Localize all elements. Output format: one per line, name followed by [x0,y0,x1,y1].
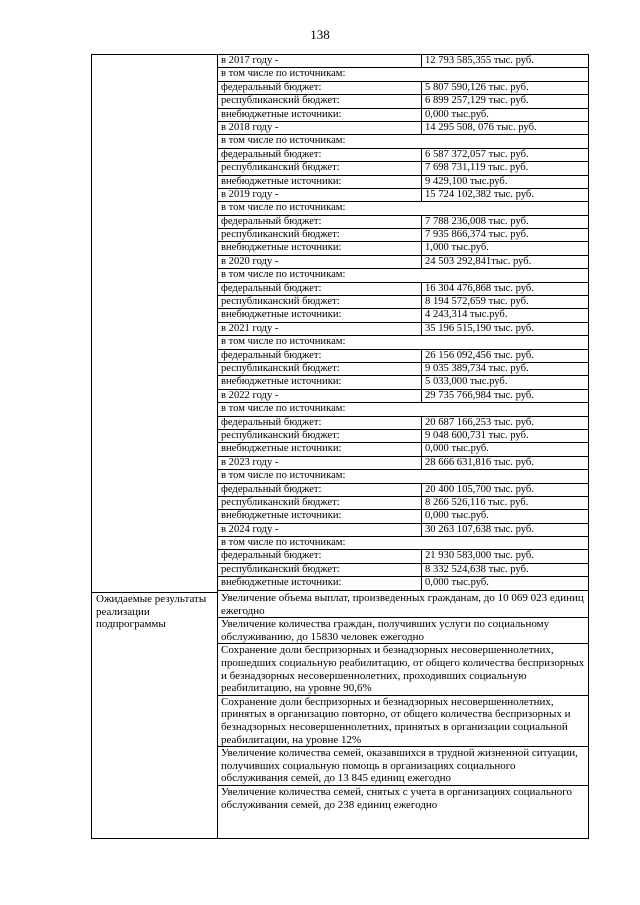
financing-row-label: республиканский бюджет: [218,564,422,576]
financing-row [218,95,588,108]
expected-result-item: Сохранение доли беспризорных и безнадзорных несовершеннолетних, принятых в организацию повторно, от общего количества беспризорных и безнадзорных несовершеннолетних, принятых в организации социальной реабилитации, на уровне 12% [218,695,588,746]
financing-row [218,229,588,242]
financing-row [218,122,588,135]
financing-row-value: 9 048 600,731 тыс. руб. [425,429,529,441]
financing-row [218,109,588,122]
financing-row [218,376,588,389]
financing-row-value: 4 243,314 тыс.руб. [425,309,508,321]
financing-row-value: 8 332 524,638 тыс. руб. [425,563,529,575]
financing-row-value: 15 724 102,382 тыс. руб. [425,188,534,200]
financing-row-value: 21 930 583,000 тыс. руб. [425,550,534,562]
financing-row-label: республиканский бюджет: [218,497,422,509]
financing-row-label: федеральный бюджет: [218,550,422,562]
financing-row-value: 0,000 тыс.руб. [425,108,489,120]
financing-row [218,577,588,590]
financing-row-value: 35 196 515,190 тыс. руб. [425,322,534,334]
financing-row [218,216,588,229]
financing-row-label: в том числе по источникам: [221,269,346,281]
financing-row-value: 24 503 292,841тыс. руб. [425,255,532,267]
financing-row-label: республиканский бюджет: [218,229,422,241]
financing-row-label: федеральный бюджет: [218,216,422,228]
financing-row-label: в 2018 году - [218,122,422,134]
financing-row-value: 14 295 508, 076 тыс. руб. [425,121,537,133]
financing-row [218,242,588,255]
financing-row-label: внебюджетные источники: [218,309,422,321]
program-table [91,54,589,839]
financing-row-label: в том числе по источникам: [221,537,346,549]
financing-row [218,350,588,363]
financing-row [218,135,588,148]
financing-row-label: республиканский бюджет: [218,430,422,442]
financing-row-label: в том числе по источникам: [221,135,346,147]
financing-row-value: 6 587 372,057 тыс. руб. [425,148,529,160]
financing-row [218,149,588,162]
financing-row [218,202,588,215]
financing-row-label: федеральный бюджет: [218,417,422,429]
financing-row [218,497,588,510]
financing-row-label: в том числе по источникам: [221,470,346,482]
financing-row [218,430,588,443]
financing-row-value: 0,000 тыс.руб. [425,577,489,589]
financing-row-value: 16 304 476,868 тыс. руб. [425,282,534,294]
financing-row-value: 7 788 236,008 тыс. руб. [425,215,529,227]
financing-row-value: 20 400 105,700 тыс. руб. [425,483,534,495]
financing-row-value: 9 429,100 тыс.руб. [425,175,508,187]
financing-row-label: республиканский бюджет: [218,95,422,107]
financing-row-label: внебюджетные источники: [218,443,422,455]
financing-row-value: 12 793 585,355 тыс. руб. [425,55,534,66]
financing-row-label: федеральный бюджет: [218,350,422,362]
financing-row-value: 5 033,000 тыс.руб. [425,376,508,388]
financing-row-value: 0,000 тыс.руб. [425,443,489,455]
financing-row [218,309,588,322]
expected-results-block [218,592,588,811]
financing-row-value: 5 807 590,126 тыс. руб. [425,81,529,93]
financing-row [218,403,588,416]
label-column [92,55,218,838]
financing-row-value: 0,000 тыс.руб. [425,510,489,522]
financing-row-value: 28 666 631,816 тыс. руб. [425,456,534,468]
financing-row-label: в том числе по источникам: [221,336,346,348]
financing-row-label: внебюджетные источники: [218,376,422,388]
financing-row-label: федеральный бюджет: [218,484,422,496]
financing-row [218,417,588,430]
financing-row-label: в 2017 году - [218,55,422,67]
financing-row [218,68,588,81]
financing-row [218,55,588,68]
financing-row [218,363,588,376]
financing-block [218,55,588,591]
financing-row-label: в 2024 году - [218,524,422,536]
expected-results-label: Ожидаемые результаты реализации подпрограммы [96,593,207,630]
financing-row-label: в 2020 году - [218,256,422,268]
financing-row-label: в 2021 году - [218,323,422,335]
financing-row-value: 7 935 866,374 тыс. руб. [425,229,529,241]
financing-row [218,537,588,550]
financing-row-value: 9 035 389,734 тыс. руб. [425,362,529,374]
financing-row-label: в 2019 году - [218,189,422,201]
expected-result-item: Увеличение количества семей, оказавшихся в трудной жизненной ситуации, получивших социальную помощь в организациях социального обслуживания семей, до 13 845 единиц ежегодно [218,746,588,785]
expected-result-item: Увеличение количества семей, снятых с учета в организациях социального обслуживания семей, до 238 единиц ежегодно [218,785,588,811]
financing-row [218,470,588,483]
financing-row-label: республиканский бюджет: [218,363,422,375]
financing-row-label: внебюджетные источники: [218,242,422,254]
financing-row [218,176,588,189]
financing-row-label: внебюджетные источники: [218,176,422,188]
financing-row [218,390,588,403]
financing-row [218,510,588,523]
financing-row-label: федеральный бюджет: [218,82,422,94]
financing-row-label: внебюджетные источники: [218,577,422,589]
financing-row [218,564,588,577]
financing-row [218,323,588,336]
financing-row-value: 8 266 526,116 тыс. руб. [425,496,529,508]
expected-result-item: Увеличение количества граждан, получивших услуги по социальному обслуживанию, до 15830 человек ежегодно [218,617,588,643]
financing-row-label: федеральный бюджет: [218,283,422,295]
financing-row-label: республиканский бюджет: [218,162,422,174]
financing-row-value: 7 698 731,119 тыс. руб. [425,162,529,174]
financing-row [218,256,588,269]
financing-row-value: 1,000 тыс.руб. [425,242,489,254]
financing-row-label: в 2023 году - [218,457,422,469]
financing-row [218,484,588,497]
expected-result-item: Сохранение доли беспризорных и безнадзорных несовершеннолетних, прошедших социальную реабилитацию, от общего количества беспризорных и безнадзорных несовершеннолетних, проходивших социальную реабилитацию, на уровне 90,6% [218,643,588,694]
financing-row-label: в том числе по источникам: [221,68,346,80]
expected-result-item: Увеличение объема выплат, произведенных гражданам, до 10 069 023 единиц ежегодно [221,592,584,617]
financing-row [218,336,588,349]
financing-row [218,524,588,537]
financing-row [218,82,588,95]
financing-row [218,443,588,456]
page-number: 138 [310,27,330,42]
financing-row-label: в том числе по источникам: [221,403,346,415]
financing-row-label: республиканский бюджет: [218,296,422,308]
financing-row-label: внебюджетные источники: [218,510,422,522]
financing-row [218,550,588,563]
financing-row-label: федеральный бюджет: [218,149,422,161]
financing-row-value: 20 687 166,253 тыс. руб. [425,416,534,428]
financing-row-value: 30 263 107,638 тыс. руб. [425,523,534,535]
financing-row [218,189,588,202]
financing-row-value: 29 735 766,984 тыс. руб. [425,389,534,401]
financing-row-label: внебюджетные источники: [218,109,422,121]
financing-row [218,162,588,175]
financing-row [218,269,588,282]
financing-row-value: 8 194 572,659 тыс. руб. [425,296,529,308]
financing-row-label: в 2022 году - [218,390,422,402]
financing-row [218,283,588,296]
financing-row-label: в том числе по источникам: [221,202,346,214]
financing-row [218,457,588,470]
financing-row [218,296,588,309]
financing-row-value: 6 899 257,129 тыс. руб. [425,95,529,107]
financing-row-value: 26 156 092,456 тыс. руб. [425,349,534,361]
